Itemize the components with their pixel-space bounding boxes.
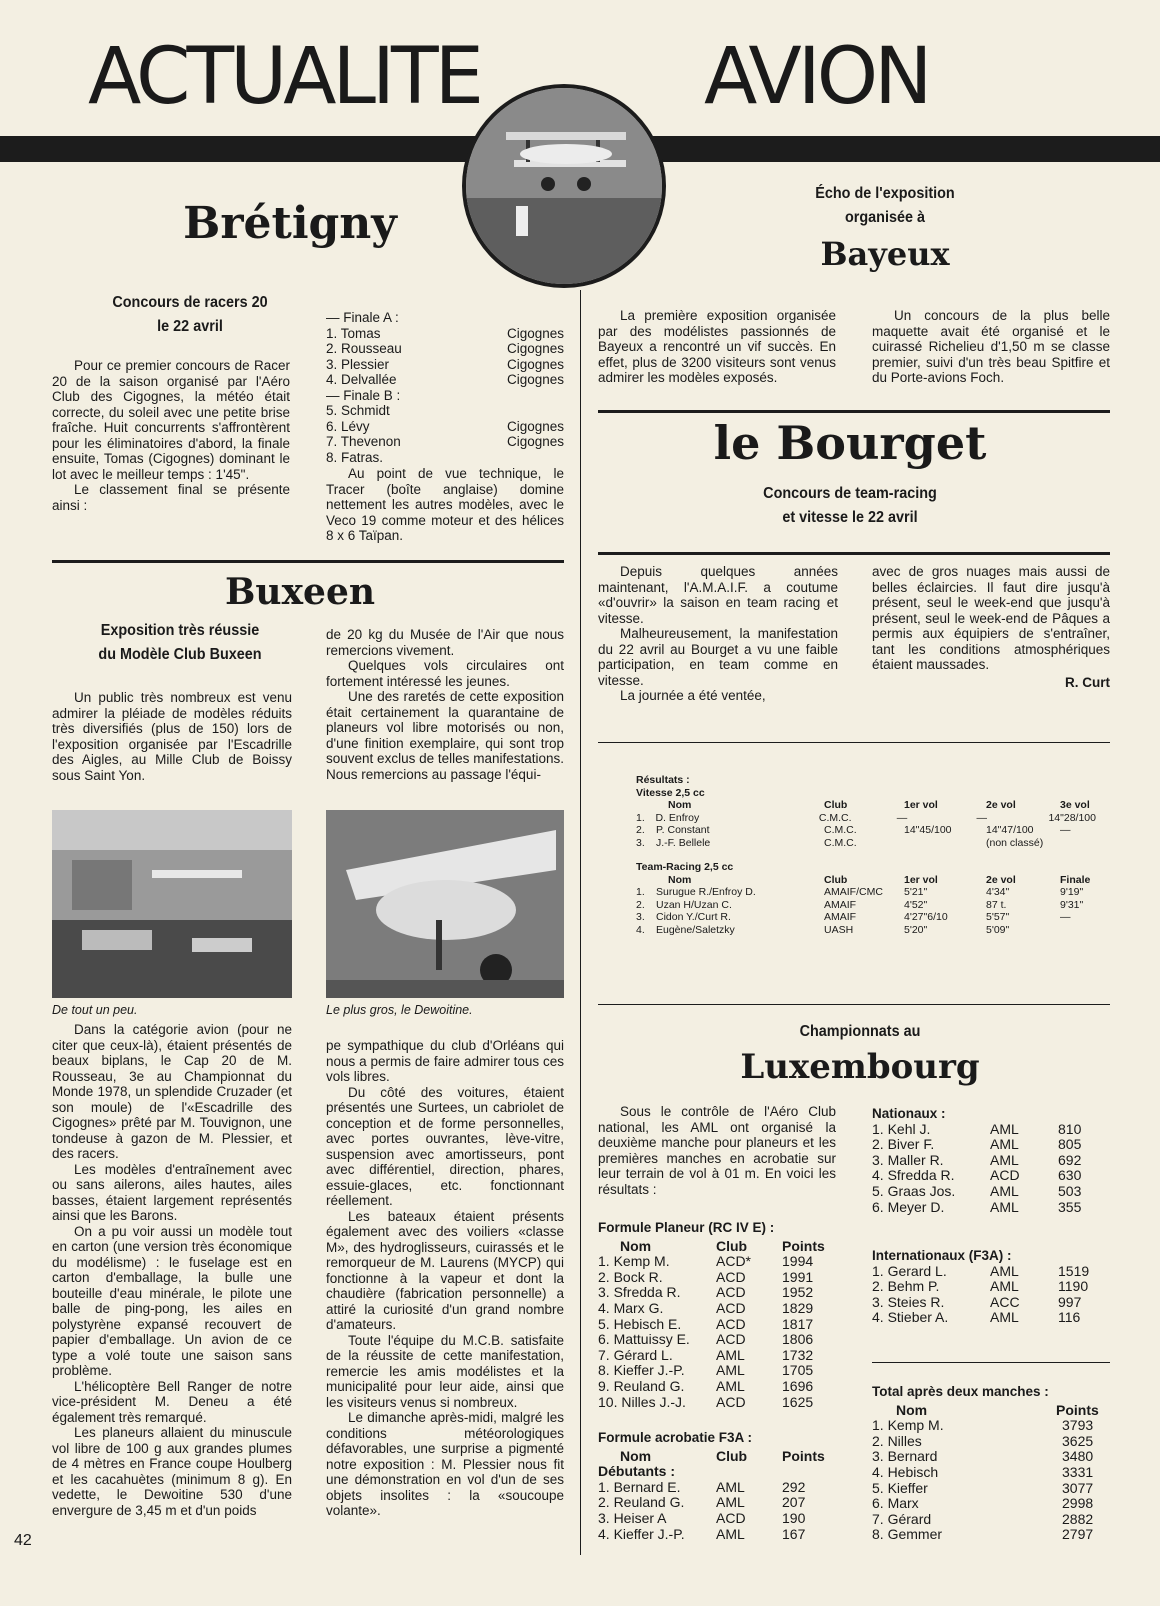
buxeen-intro: Un public très nombreux est venu admirer la pléiade de modèles réduits très diversifiés (plus de 150) lors de l'exposition organisée par l'Escadrille des Aigles, au Mille Club de Boissy sous Saint Yon. (52, 690, 292, 783)
table-row: 5. Graas Jos. AML 503 (872, 1182, 1082, 1199)
bretigny-body: Pour ce premier concours de Racer 20 de la saison organisé par l'Aéro Club des Cigognes, la météo était correcte, du soleil avec une petite brise fraîche. Huit concurrents s'affrontèrent pour les éliminatoires d'abord, la finale ensuite, Tomas (Cigognes) dominant le lot avec le meilleur temps : 1'45". Le classement final se présente ainsi : (52, 358, 290, 513)
result-row: 5. Schmidt (326, 403, 390, 418)
bourget-col2: avec de gros nuages mais aussi de belles éclaircies. Il faut dire jusqu'à présent, seul le week-end que jusqu'à présent, seul le week-end de Pâques a permis aux équipiers de s'entraîner, tant les conditions atmosphériques étaient maussades. R. Curt (872, 564, 1110, 690)
table-row: 4. Hebisch 3331 (872, 1463, 1094, 1480)
table-row: 3. Cidon Y./Curt R. AMAIF 4'27"6/10 5'57" — (636, 911, 1071, 923)
table-row: 9. Reuland G. AML 1696 (598, 1377, 814, 1394)
table-row: 1. Kehl J. AML 810 (872, 1120, 1082, 1137)
table-row: 5. Hebisch E. ACD 1817 (598, 1315, 814, 1332)
table-row: 1. Kemp M. ACD* 1994 (598, 1253, 814, 1270)
table-row: 1. Surugue R./Enfroy D. AMAIF/CMC 5'21" 4'34" 9'19" (636, 886, 1084, 898)
internationaux-table: Internationaux (F3A) : 1. Gerard L. AML 1519 2. Behm P. AML 1190 3. Steies R. ACC 997 4. Stieber A. AML 116 (872, 1248, 1112, 1326)
buxeen-title: Buxeen (224, 571, 376, 613)
photo-caption-2: Le plus gros, le Dewoitine. (326, 1003, 473, 1017)
nationaux-table: Nationaux : 1. Kehl J. AML 810 2. Biver F. AML 805 3. Maller R. AML 692 4. Sfredda R. ACD 630 5. Graas Jos. AML 503 6. Meyer D. AML 355 (872, 1106, 1112, 1215)
table-row: 3. Heiser A ACD 190 (598, 1509, 806, 1526)
table-row: 8. Gemmer 2797 (872, 1526, 1094, 1543)
table-row: 7. Gérard L. AML 1732 (598, 1346, 814, 1363)
divider (52, 560, 564, 563)
table-row: 2. Reuland G. AML 207 (598, 1494, 806, 1511)
buxeen-col1-bottom: Dans la catégorie avion (pour ne citer que ceux-là), étaient présentés de beaux biplans, le Cap 20 de M. Rousseau, 3e au Championnat du Monde 1978, un splendide Cruzader (et son moule) de l'«Escadrille des Cigognes» prêté par M. Touvignon, une tondeuse à gazon de M. Plessier, et des racers. Les modèles d'entraînement avec ou sans ailerons, ailes hautes, ailes basses, étaient largement représentés ainsi que les Barons. On a pu voir aussi un modèle tout en carton (une version très économique du modélisme) : le fuselage est en carton d'emballage, la bulle une bouteille d'eau minérale, le pilote une balle de ping-pong, les ailes en polystyrène expansé recouvert de papier d'emballage. Un avion de ce type a volé toute une saison sans problème. L'hélicoptère Bell Ranger de notre vice-président M. Deneu a été également très remarqué. Les planeurs allaient du minuscule vol libre de 100 g aux grandes plumes de 4 mètres en France coupe Houlberg et les cacahuètes (minimum 8 g). En vedette, le Dewoitine 530 d'une envergure de 3,45 m et d'un poids (52, 1022, 292, 1518)
result-row: — Finale A : (326, 310, 399, 325)
table-row: 1. Gerard L. AML 1519 (872, 1262, 1090, 1279)
total-table: Total après deux manches : Nom Points 1. Kemp M. 3793 2. Nilles 3625 3. Bernard 3480 4. Hebisch 3331 5. Kieffer 3077 6. Marx 2998 7. Gérard 2882 8. Gemmer 2797 (872, 1384, 1112, 1543)
table-row: 1. D. Enfroy C.M.C. — — 14"28/100 (636, 811, 1096, 824)
table-row: 3. Sfredda R. ACD 1952 (598, 1284, 814, 1301)
buxeen-subtitle: Exposition très réussie du Modèle Club Buxeen (98, 622, 262, 663)
divider (598, 742, 1110, 743)
luxembourg-title: Luxembourg (740, 1047, 980, 1087)
table-row: 6. Marx 2998 (872, 1495, 1094, 1512)
table-row: 3. Bernard 3480 (872, 1448, 1094, 1465)
column-divider (580, 290, 581, 1555)
table-row: 2. Nilles 3625 (872, 1432, 1094, 1449)
table-row: 8. Kieffer J.-P. AML 1705 (598, 1362, 814, 1379)
bourget-col1: Depuis quelques années maintenant, l'A.M.A.I.F. a coutume «d'ouvrir» la saison en team racing et vitesse. Malheureusement, la manifestation du 22 avril au Bourget a vu une faible participation, en team comme en vitesse. La journée a été ventée, (598, 564, 838, 703)
table-row: 4. Marx G. ACD 1829 (598, 1299, 814, 1316)
table-row: 7. Gérard 2882 (872, 1510, 1094, 1527)
divider (598, 1004, 1110, 1005)
table-row: 3. Steies R. ACC 997 (872, 1293, 1082, 1310)
table-row: 1. Bernard E. AML 292 (598, 1478, 806, 1495)
table-row: 2. Biver F. AML 805 (872, 1136, 1082, 1153)
masthead-right: AVION (704, 32, 929, 122)
bretigny-results: — Finale A : 1. Tomas Cigognes 2. Rousseau Cigognes 3. Plessier Cigognes 4. Delvallée Cigognes — Finale B : 5. Schmidt 6. Lévy Cigognes 7. Thevenon Cigognes 8. Fatras. Au point de vue technique, le Tracer (boîte anglaise) domine nettement les autres modèles, avec le Veco 19 comme moteur et des hélices 8 x 6 Taïpan. (326, 310, 564, 543)
table-row: 2. Bock R. ACD 1991 (598, 1268, 814, 1285)
buxeen-col2-bottom: pe sympathique du club d'Orléans qui nous a permis de faire admirer tous ces vols libres. Du côté des voitures, étaient présentés une Surtees, un cabriolet de conception et de forme personnelles, avec portes ouvrantes, lève-vitre, suspension avec amortisseurs, pont avec différentiel, direction, phares, essuie-glaces, etc. fonctionnant réellement. Les bateaux étaient présents également avec des voiliers «classe M», des hydroglisseurs, cuirassés et le remorqueur de M. Laurens (MYCP) qui fonctionne à la vapeur et dont la chaudière (fabrication personnelle) a attiré la curiosité d'un grand nombre d'amateurs. Toute l'équipe du M.C.B. satisfaite de la réussite de cette manifestation, remercie les amis modélistes et la municipalité pour leur aide, ainsi que les visiteurs venus si nombreux. Le dimanche après-midi, malgré les conditions météorologiques défavorables, une surprise a pigmenté notre exposition : M. Plessier nous fit une démonstration en vol d'un de ses objets insolites : la «soucoupe volante». (326, 1038, 564, 1518)
luxembourg-pre: Championnats au (799, 1023, 921, 1040)
table-row: 6. Meyer D. AML 355 (872, 1198, 1082, 1215)
result-row: 1. Tomas Cigognes (326, 325, 564, 341)
table-row: 2. P. Constant C.M.C. 14"45/100 14"47/100 — (636, 824, 1071, 836)
divider (598, 552, 1110, 555)
luxembourg-intro: Sous le contrôle de l'Aéro Club national, les AML ont organisé la deuxième manche pour planeurs et les premières manches en acrobatie sur leur terrain de vol à 01 m. En voici les résultats : (598, 1104, 836, 1197)
bayeux-title: Bayeux (820, 235, 950, 273)
table-row: 1. Kemp M. 3793 (872, 1417, 1094, 1434)
result-row: 8. Fatras. (326, 449, 384, 465)
bourget-subtitle: Concours de team-racing et vitesse le 22 avril (763, 485, 937, 526)
bretigny-subtitle: Concours de racers 20 le 22 avril (112, 294, 268, 335)
bourget-title: le Bourget (713, 416, 987, 470)
page-number: 42 (14, 1532, 32, 1549)
buxeen-col2-top: de 20 kg du Musée de l'Air que nous remercions vivement. Quelques vols circulaires ont fortement intéressé les jeunes. Une des raretés de cette exposition était certainement la quarantaine de planeurs vol libre motorisés ou non, d'une finition exemplaire, qui sont trop souvent exclus de telles manifestations. Nous remercions au passage l'équi- (326, 627, 564, 782)
table-row: 5. Kieffer 3077 (872, 1479, 1094, 1496)
table-row: 4. Kieffer J.-P. AML 167 (598, 1525, 806, 1542)
acro-table: Formule acrobatie F3A : Nom Club Points Débutants : 1. Bernard E. AML 292 2. Reuland G. AML 207 3. Heiser A ACD 190 4. Kieffer J.-P. AML 167 (598, 1430, 848, 1542)
table-row: 4. Eugène/Saletzky UASH 5'20" 5'09" (636, 923, 1010, 936)
table-row: 6. Mattuissy E. ACD 1806 (598, 1331, 814, 1348)
bourget-results: Résultats : Vitesse 2,5 cc Nom Club 1er vol 2e vol 3e vol 1. D. Enfroy C.M.C. — — 14"28/100 2. P. Constant C.M.C. 14"45/100 14"47/100 — 3. J.-F. Bellele C.M.C. (non classé) Team-Racing 2,5 cc Nom Club 1er vol 2e vol Finale 1. Surugue R./Enfroy D. AMAIF/CMC 5'21" 4'34" 9'19" 2. Uzan H/Uzan C. AMAIF 4'52" 87 t. 9'31" 3. Cidon Y./Curt R. AMAIF 4'27"6/10 5'57" — 4. Eugène/Saletzky UASH 5'20" 5'09" (636, 774, 1096, 936)
bayeux-col2: Un concours de la plus belle maquette avait été organisé et le cuirassé Richelieu d'1,50 m se classe premier, suivi d'un très beau Spitfire et du Porte-avions Foch. (872, 308, 1110, 385)
bourget-author: R. Curt (1065, 674, 1110, 690)
bayeux-col1: La première exposition organisée par des modélistes passionnés de Bayeux a rencontré un vif succès. En effet, plus de 3200 visiteurs sont venus admirer les modèles exposés. (598, 308, 836, 385)
result-row: 4. Delvallée Cigognes (326, 372, 564, 387)
table-row: 10. Nilles J.-J. ACD 1625 (598, 1393, 814, 1410)
table-row: 2. Uzan H/Uzan C. AMAIF 4'52" 87 t. 9'31" (636, 898, 1084, 911)
result-row: 6. Lévy Cigognes (326, 418, 564, 434)
result-row: — Finale B : (326, 387, 401, 403)
photo-exhibition-hall (52, 810, 292, 998)
table-row: 4. Stieber A. AML 116 (872, 1309, 1081, 1326)
photo-dewoitine (326, 810, 564, 998)
table-row: 2. Behm P. AML 1190 (872, 1278, 1089, 1295)
result-row: 3. Plessier Cigognes (326, 356, 564, 372)
result-row: 2. Rousseau Cigognes (326, 341, 564, 356)
header-photo-biplane (462, 84, 666, 288)
divider (598, 410, 1110, 413)
result-row: 7. Thevenon Cigognes (326, 434, 564, 449)
table-row: 3. J.-F. Bellele C.M.C. (non classé) (636, 836, 1044, 849)
bretigny-title: Brétigny (183, 198, 397, 249)
divider (872, 1362, 1110, 1363)
table-row: 4. Sfredda R. ACD 630 (872, 1167, 1082, 1184)
planeur-table: Formule Planeur (RC IV E) : Nom Club Points 1. Kemp M. ACD* 1994 2. Bock R. ACD 1991 3. Sfredda R. ACD 1952 4. Marx G. ACD 1829 5. Hebisch E. ACD 1817 6. Mattuissy E. ACD 1806 7. Gérard L. AML 1732 8. Kieffer J.-P. AML 1705 9. Reuland G. AML 1696 10. Nilles J.-J. ACD 1625 (598, 1220, 848, 1410)
masthead-left: ACTUALITE (88, 32, 480, 122)
table-row: 3. Maller R. AML 692 (872, 1151, 1082, 1168)
bayeux-pre: Écho de l'exposition organisée à (815, 185, 955, 226)
photo-caption-1: De tout un peu. (52, 1003, 138, 1017)
